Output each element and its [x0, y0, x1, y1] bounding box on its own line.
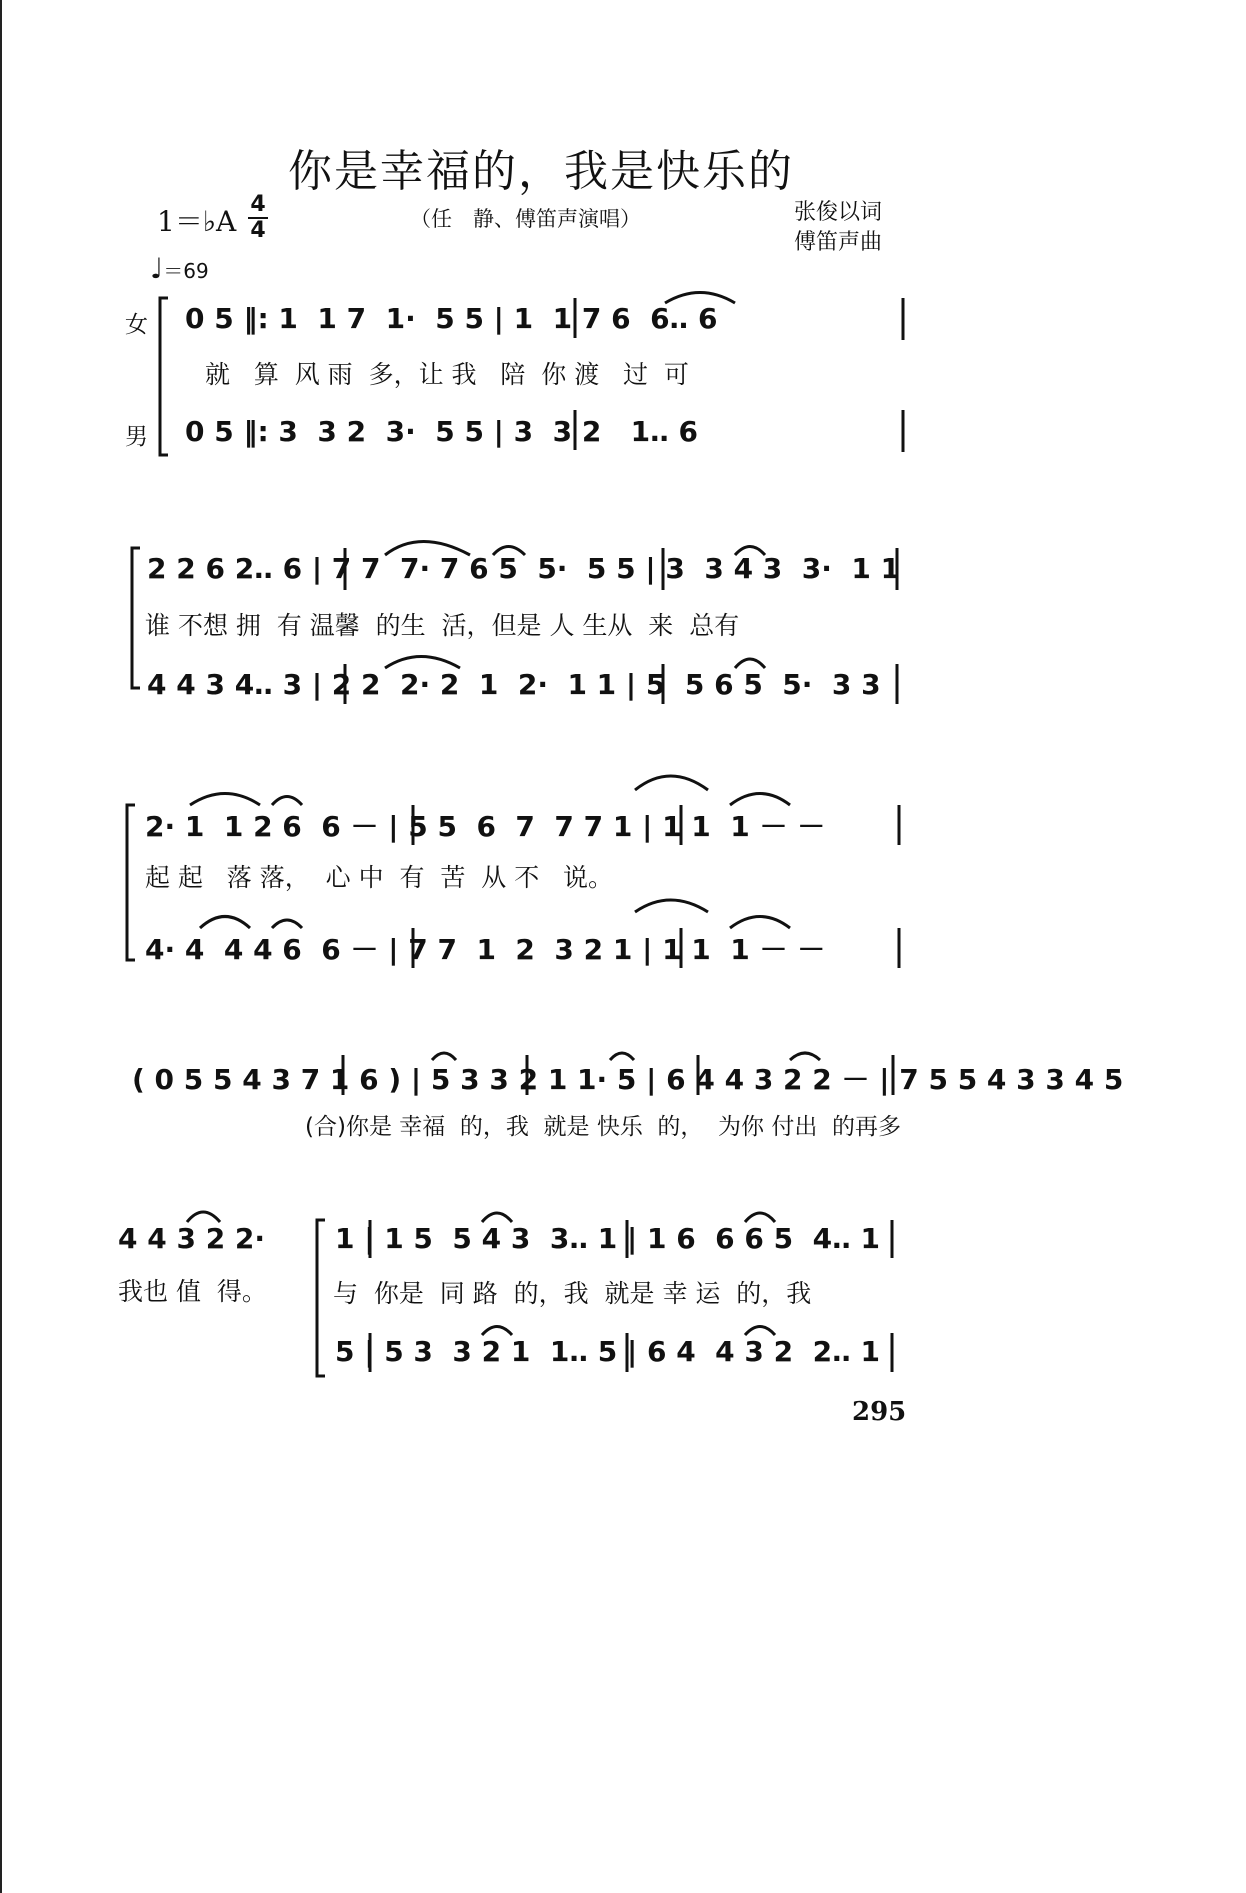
- slur: [635, 776, 708, 790]
- tempo-value: ＝69: [163, 259, 209, 283]
- slur: [790, 1053, 820, 1060]
- slur: [735, 547, 765, 556]
- system-1-male-notes: 0 5 ‖: 3 3 2 3· 5 5 | 3 3 2 1‥ 6: [185, 415, 698, 448]
- system-3-female-notes: 2· 1 1 2 6 6 － | 5 5 6 7 7 7 1 | 1 1 1 － －: [145, 810, 826, 843]
- slur: [432, 1053, 456, 1060]
- system-2-male-notes: 4 4 3 4‥ 3 | 2 2 2· 2 1 2· 1 1 | 5 5 6 5 5· 3 3: [147, 668, 881, 701]
- key-signature: 1＝♭A: [157, 205, 237, 238]
- system-3-male-notes: 4· 4 4 4 6 6 － | 7 7 1 2 3 2 1 | 1 1 1 － －: [145, 933, 826, 966]
- slur: [482, 1213, 512, 1222]
- slur: [730, 917, 790, 929]
- system-1-lyrics: 就 算 风 雨 多，让 我 陪 你 渡 过 可: [205, 360, 689, 389]
- slur: [745, 1327, 775, 1336]
- time-bottom: 4: [250, 218, 266, 243]
- system-4-lyrics: (合)你是 幸福 的，我 就是 快乐 的， 为你 付出 的再多: [305, 1114, 901, 1140]
- slur: [272, 920, 302, 928]
- slur: [200, 917, 250, 929]
- system-2-brace: [132, 548, 140, 688]
- system-3-brace: [127, 805, 135, 960]
- slur: [735, 659, 765, 668]
- page-number: 295: [852, 1397, 907, 1427]
- slur: [272, 797, 302, 806]
- system-5-brace: [317, 1220, 325, 1376]
- slur: [730, 794, 790, 806]
- slur: [745, 1213, 775, 1222]
- system-5-lead-lyrics: 我也 值 得。: [118, 1277, 267, 1306]
- system-2-lyrics: 谁 不想 拥 有 温馨 的生 活，但是 人 生从 来 总有: [145, 611, 740, 640]
- system-5-male-notes: 5 | 5 3 3 2 1 1‥ 5 | 6 4 4 3 2 2‥ 1: [335, 1335, 881, 1368]
- male-part-label: 男: [125, 424, 148, 450]
- song-title: 你是幸福的，我是快乐的: [288, 146, 794, 197]
- system-5-female-notes: 1 | 1 5 5 4 3 3‥ 1 | 1 6 6 6 5 4‥ 1: [335, 1222, 881, 1255]
- slur: [482, 1327, 512, 1336]
- system-5-lead-notes: 4 4 3 2 2·: [118, 1222, 266, 1255]
- slur: [665, 293, 735, 304]
- composer: 傅笛声曲: [793, 230, 882, 255]
- system-1-brace: [160, 298, 168, 455]
- slur: [493, 547, 525, 556]
- system-3-lyrics: 起 起 落 落， 心 中 有 苦 从 不 说。: [145, 863, 614, 892]
- slur: [385, 657, 460, 669]
- time-top: 4: [248, 193, 268, 219]
- slur: [610, 1053, 634, 1060]
- quarter-note-icon: ♩: [150, 252, 164, 285]
- system-4-intro-notes: ( 0 5 5 4 3 7 1 6 ) | 5 3 3 2 1 1· 5 | 6 4 4 3 2 2 － | 7 5 5 4 3 3 4 5: [132, 1063, 1124, 1096]
- system-1-female-notes: 0 5 ‖: 1 1 7 1· 5 5 | 1 1 7 6 6‥ 6: [185, 302, 718, 335]
- slur: [385, 542, 470, 556]
- lyricist: 张俊以词: [793, 200, 882, 225]
- female-part-label: 女: [125, 312, 148, 338]
- slur: [190, 794, 260, 806]
- slur: [635, 900, 708, 912]
- system-2-female-notes: 2 2 6 2‥ 6 | 7 7 7· 7 6 5 5· 5 5 | 3 3 4 3 3· 1 1: [147, 552, 901, 585]
- performers: （任 静、傅笛声演唱）: [410, 207, 641, 231]
- system-5-lyrics: 与 你是 同 路 的，我 就是 幸 运 的，我: [333, 1279, 812, 1308]
- slur: [187, 1212, 220, 1222]
